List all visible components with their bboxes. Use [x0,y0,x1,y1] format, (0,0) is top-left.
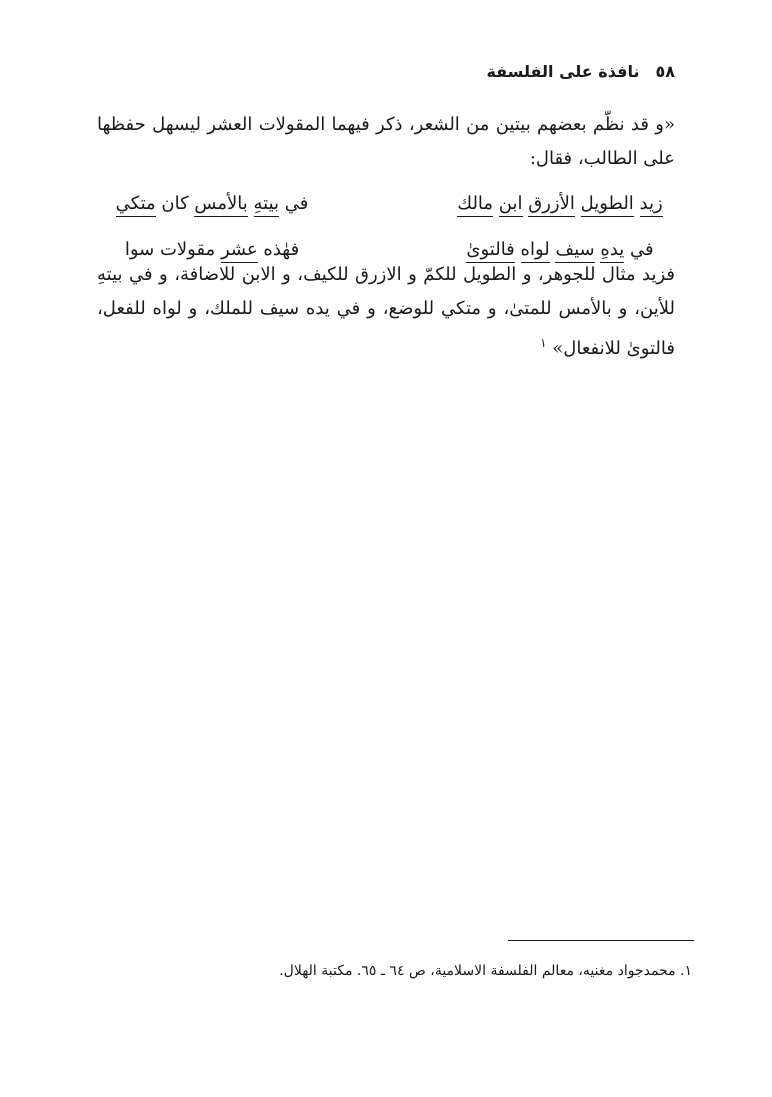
poem-word: في [630,238,654,260]
intro-paragraph: «و قد نظّم بعضهم بيتين من الشعر، ذكر فيهما المقولات العشر ليسهل حفظها على الطالب، فقال: [97,114,675,169]
poem-word: سيف [555,239,594,263]
poem-word: فهٰذه [263,238,300,260]
poem-line-1 [97,180,675,226]
poem-word: بالأمس [194,193,247,217]
poem-word: يدهِ [600,239,624,263]
poem-word: زيد [640,193,663,217]
footnote: ١. محمدجواد مغنيه، معالم الفلسفة الاسلامية، ص ٦٤ ـ ٦٥. مكتبة الهلال. [279,963,692,979]
poem-word: مقولات [159,238,216,260]
poem-word: ابن [499,193,523,217]
poem-word: عشر [221,239,258,263]
poem-word: في [284,192,309,214]
poem-word: الطويل [581,193,634,217]
hemistich-1a [445,193,675,214]
poem-word: متكي [116,193,156,217]
poem-word: فالتوىٰ [466,239,514,263]
poem-word: سوا [124,238,155,260]
footnote-marker: ١ [540,336,547,350]
hemistich-2b [97,239,327,260]
page-header [100,58,675,84]
page-number: ٥٨ [655,61,675,81]
poem-word: مالك [457,193,493,217]
explanation-text: فزيد مثال للجوهر، و الطويل للكمّ و الازرق للكيف، و الابن للاضافة، و في بيتهِ للأين، و بالأمس للمتىٰ، و متكي للوضع، و في يده سيف للملك، و لواه للفعل، فالتوىٰ للانفعال» [97,264,675,359]
book-title: نافذة على الفلسفة [486,61,640,81]
footnote-divider [508,940,694,941]
poem-word: بيتهِ [254,193,280,217]
poem-word: الأزرق [528,193,575,217]
hemistich-2a [445,239,675,260]
hemistich-1b [97,193,327,214]
explanation-paragraph [97,258,675,366]
poem-word: لواه [521,239,550,263]
poem-word: كان [161,192,189,214]
